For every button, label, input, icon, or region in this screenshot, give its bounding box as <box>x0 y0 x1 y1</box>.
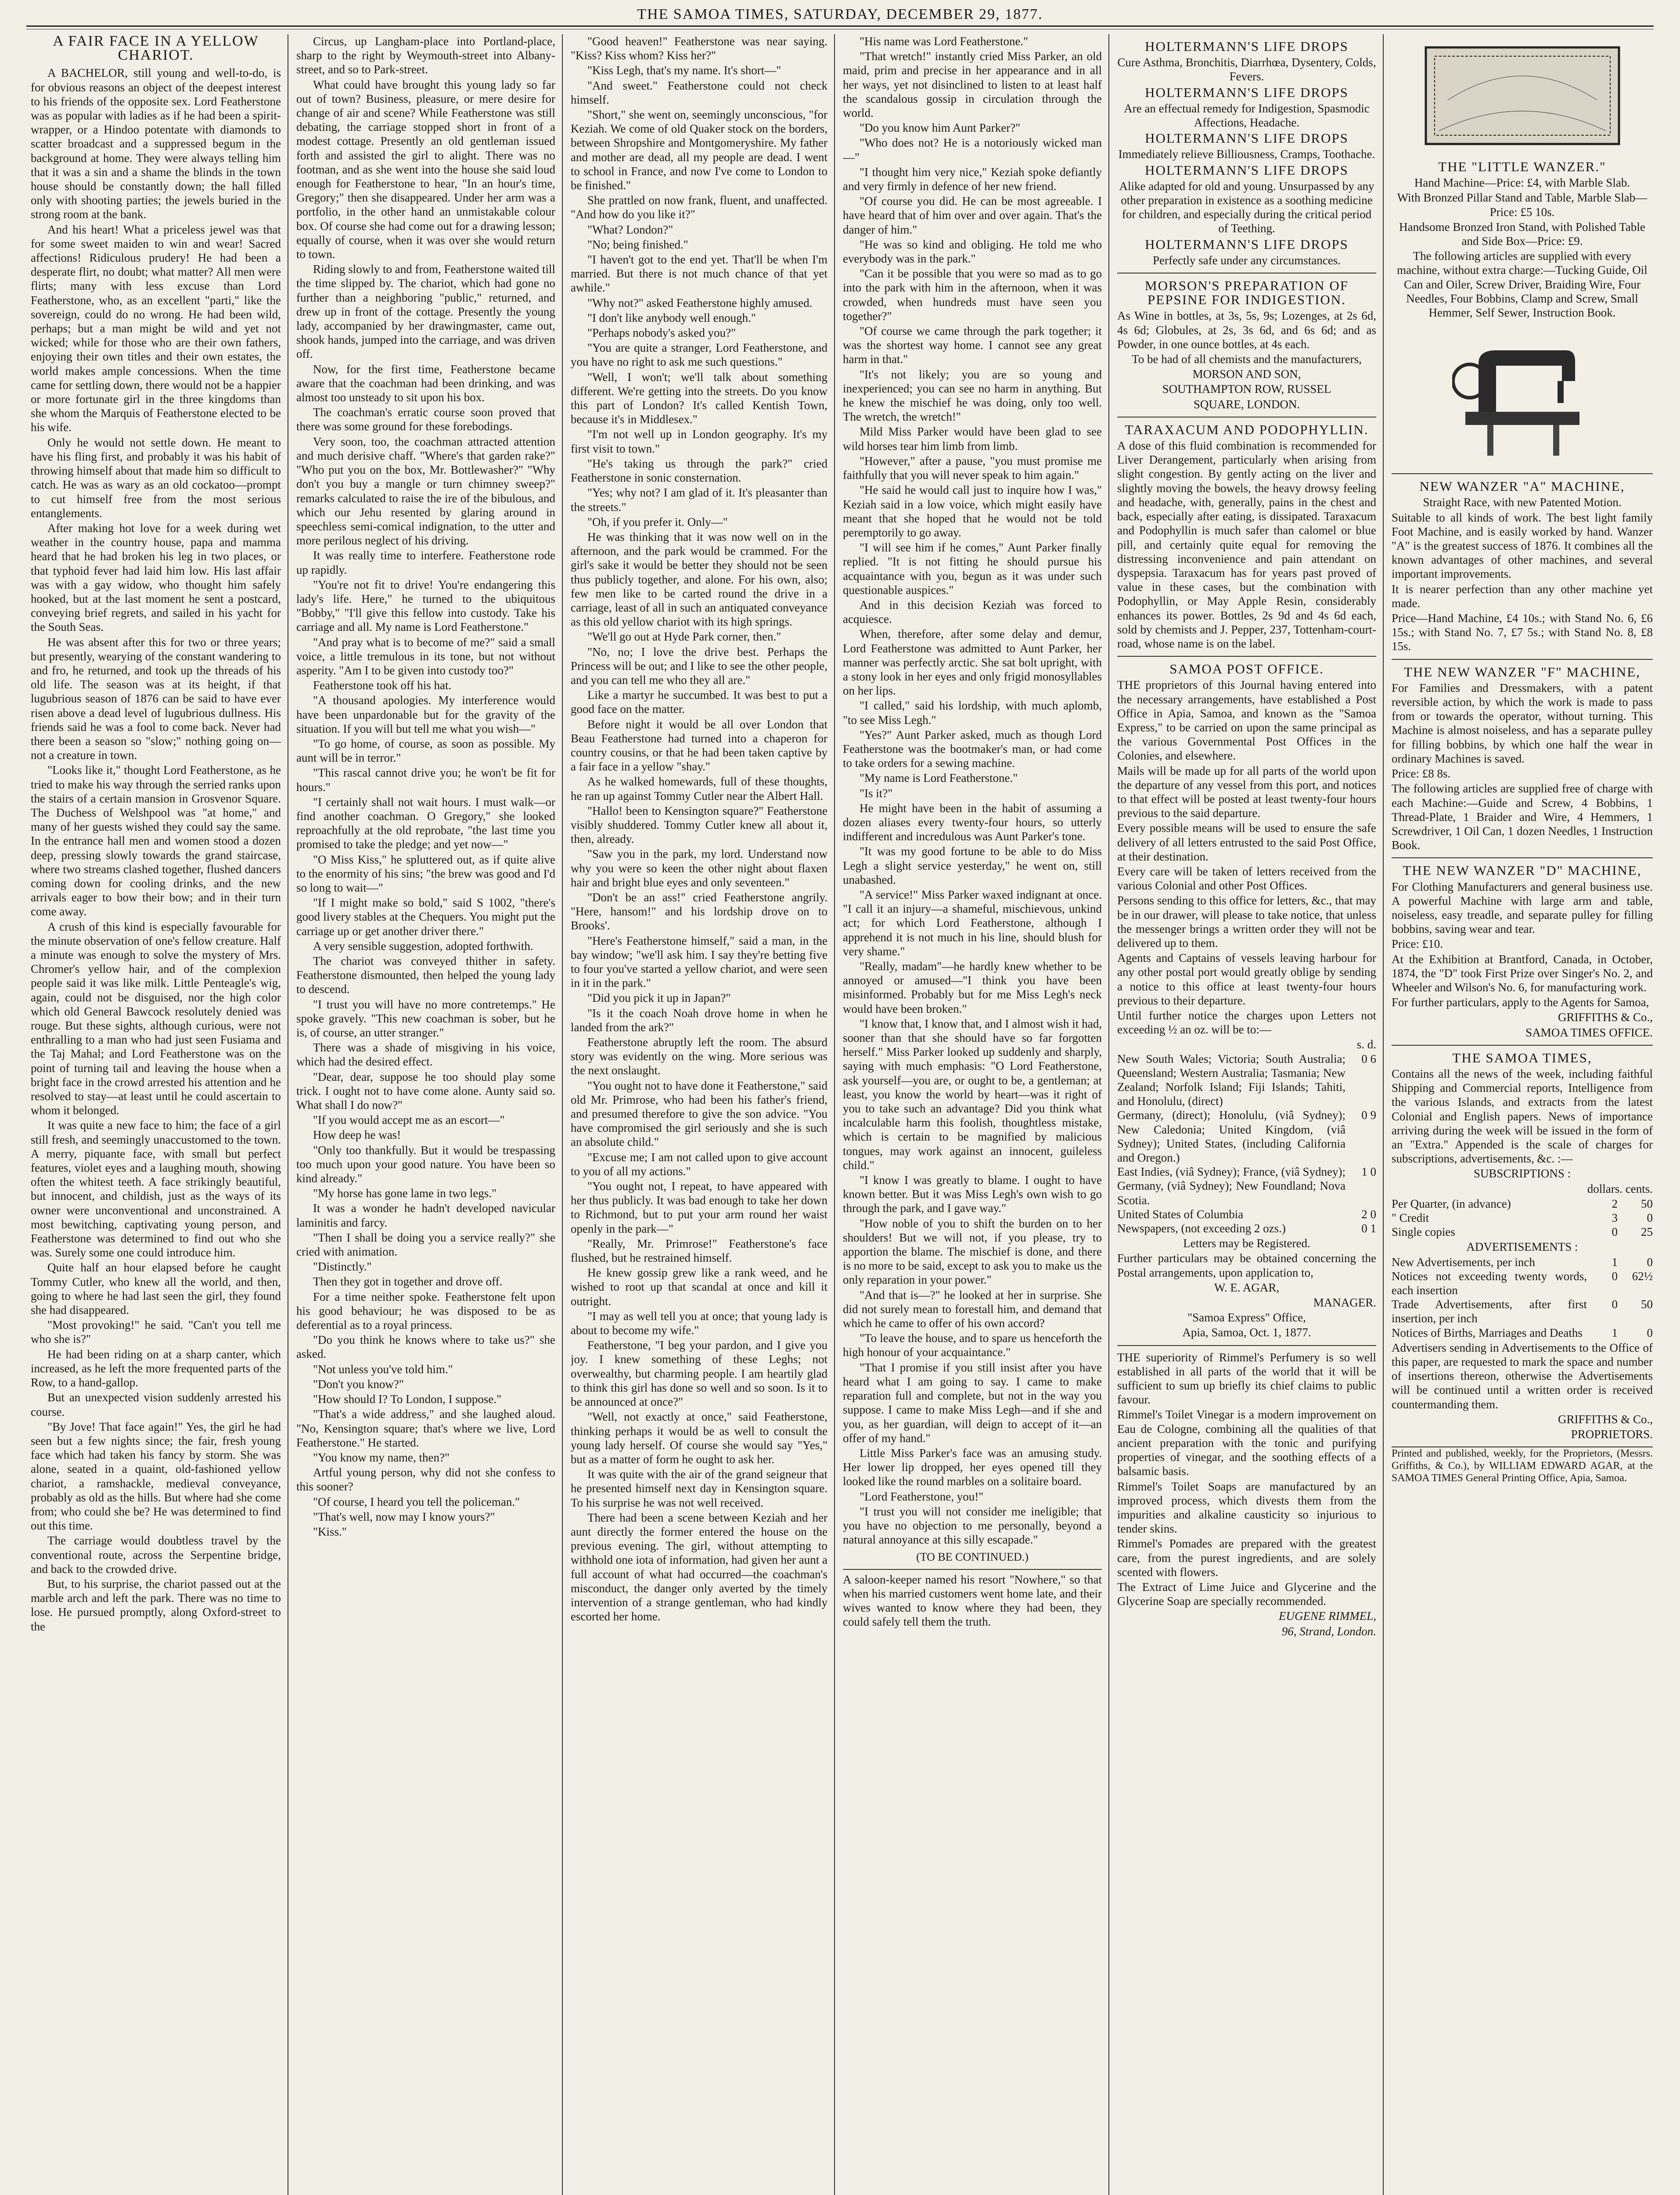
story-title: A FAIR FACE IN A YELLOW CHARIOT. <box>53 34 259 64</box>
story-paragraph: Featherstone abruptly left the room. The absurd story was evidently on the wing. More serious was the next onslaught. <box>571 1036 827 1077</box>
advertisement-rate-label: Notices not exceeding twenty words, each insertion <box>1392 1269 1587 1297</box>
story-paragraph: "Don't you know?" <box>313 1377 404 1391</box>
story-paragraph: "I called," said his lordship, with much aplomb, "to see Miss Legh." <box>843 699 1102 727</box>
postage-destination: East Indies, (viâ Sydney); France, (viâ Sydney); Germany, (viâ Sydney); New Foundland; Nova Scotia. <box>1117 1165 1345 1207</box>
story-paragraph: "Of course we came through the park together; it was the shortest way home. I cannot see any great harm in that." <box>843 324 1102 366</box>
rates-header: s. d. <box>1356 1038 1376 1051</box>
story-paragraph: "Of course you did. He can be most agreeable. I have heard that of him over and over again. That's the danger of him." <box>843 194 1102 236</box>
story-paragraph: "Don't be an ass!" cried Featherstone angrily. "Here, hansom!" and his lordship drove on to Brooks'. <box>571 890 827 932</box>
story-paragraph: And in this decision Keziah was forced to acquiesce. <box>843 598 1102 626</box>
story-paragraph: But an unexpected vision suddenly arrested his course. <box>31 1391 281 1418</box>
story-paragraph: "Saw you in the park, my lord. Understand now why you were so keen the other night about flaxen hair and bright blue eyes and only seventeen." <box>571 847 827 889</box>
story-paragraph: "My horse has gone lame in two legs." <box>313 1187 496 1200</box>
story-paragraph: "This rascal cannot drive you; he won't be fit for hours." <box>296 766 555 794</box>
story-paragraph: "However," after a pause, "you must promise me faithfully that you will never speak to him again." <box>843 454 1102 482</box>
story-paragraph: There was a shade of misgiving in his voice, which had the desired effect. <box>296 1041 555 1069</box>
advertisement-rate-dollars: 1 <box>1612 1255 1618 1269</box>
story-paragraph: "Well, not exactly at once," said Featherstone, thinking perhaps it would be as well to consult the young lady herself. Of course she would say "Yes," but as a matter of form he ought to ask her. <box>571 1410 827 1466</box>
postage-rate-row <box>1117 1108 1376 1165</box>
story-paragraph: It was really time to interfere. Featherstone rode up rapidly. <box>296 549 555 576</box>
post-office-paragraph: Mails will be made up for all parts of the world upon the departure of any vessel from this port, and notices to that effect will be posted at least twenty-four hours previous to the said departure. <box>1117 764 1376 820</box>
story-paragraph: "I don't like anybody well enough." <box>587 311 756 324</box>
holtermann-ad <box>1117 34 1376 273</box>
postage-rate-row <box>1117 1052 1376 1108</box>
story-paragraph: "Hallo! been to Kensington square?" Featherstone visibly shuddered. Tommy Cutler knew all about it, then, already. <box>571 804 827 846</box>
wanzer-d-detail: At the Exhibition at Brantford, Canada, in October, 1874, the "D" took First Prize over Singer's No. 2, and Wheeler and Wilson's No. 6, for manufacturing work. <box>1392 952 1653 994</box>
story-paragraph: "Well, I won't; we'll talk about something different. We're getting into the streets. Do you know this part of London? It's called Kentish Town, because it's in Middlesex." <box>571 370 827 426</box>
story-paragraph: Before night it would be all over London that Beau Featherstone had turned into a chaperon for country cousins, or that he had been taken captive by a fair face in a yellow "shay." <box>571 717 827 774</box>
holtermann-heading: HOLTERMANN'S LIFE DROPS <box>1145 130 1349 146</box>
story-paragraph: "To leave the house, and to spare us henceforth the high honour of your acquaintance." <box>843 1331 1102 1359</box>
wanzer-a-detail: It is nearer perfection than any other machine yet made. <box>1392 582 1653 610</box>
story-paragraph: "You ought not to have done it Featherstone," said old Mr. Primrose, who had been his father's friend, and presumed therefore to give the son advice. "You have compromised the girl seriously and she is such an absolute child." <box>571 1079 827 1149</box>
little-wanzer-detail: Hand Machine—Price: £4, with Marble Slab. <box>1414 176 1630 190</box>
little-wanzer-title: THE "LITTLE WANZER." <box>1438 159 1606 174</box>
story-paragraph: "Is it the coach Noah drove home in when he landed from the ark?" <box>571 1006 827 1034</box>
story-paragraph: Very soon, too, the coachman attracted attention and much derisive chaff. "Where's that garden rake?" "Who put you on the box, Mr. Bottlewasher?" "Why don't you buy a mangle or turn chimney sweep?" remarks calculated to raise the ire of the bibulous, and which our Jehu resented by glaring around in speechless semi-comical indignation, to the utter and more perilous neglect of his driving. <box>296 435 555 547</box>
story-column-1 <box>31 34 281 2195</box>
subscription-rate-cents: 50 <box>1641 1197 1653 1210</box>
advertisement-rate <box>1392 1326 1653 1340</box>
registered-note: Letters may be Registered. <box>1183 1237 1310 1250</box>
samoa-times-title: THE SAMOA TIMES, <box>1452 1050 1592 1065</box>
samoa-times-body: Contains all the news of the week, including faithful Shipping and Commercial reports, Intelligence from the various Islands, and extracts from the latest Colonial and English papers. News of importance arriving during the week will be issued in the form of an "Extra." Appended is the scale of charges for subscriptions, advertisements, &c. :— <box>1392 1067 1653 1166</box>
story-paragraph: "It's not likely; you are so young and inexperienced; you can see no harm in anything. But he knew the mischief he was doing, only too well. The wretch, the wretch!" <box>843 367 1102 424</box>
advertisement-rate-label: Notices of Births, Marriages and Deaths <box>1392 1326 1583 1339</box>
holtermann-claim: Alike adapted for old and young. Unsurpassed by any other preparation in existence as a soothing medicine for children, and especially during the critical period of Teething. <box>1119 179 1374 235</box>
wanzer-d-title: THE NEW WANZER "D" MACHINE, <box>1403 863 1642 878</box>
story-paragraph: The chariot was conveyed thither in safety. Featherstone dismounted, then helped the young lady to descend. <box>296 954 555 996</box>
story-column-2 <box>296 34 555 2195</box>
story-paragraph: He was thinking that it was now well on in the afternoon, and the park would be crammed. For the girl's sake it would be better they should not be seen thus publicly together, and alone. For his own, also; few men like to be carted round the drive in a carriage, least of all in such an antiquated conveyance as this old yellow chariot with its high springs. <box>571 530 827 629</box>
holtermann-footer: Perfectly safe under any circumstances. <box>1152 253 1341 267</box>
little-wanzer-detail: With Bronzed Pillar Stand and Table, Marble Slab—Price: £5 10s. <box>1397 191 1648 219</box>
post-office-paragraph: Until further notice the charges upon Letters not exceeding ½ an oz. will be to:— <box>1117 1009 1376 1036</box>
story-paragraph: When, therefore, after some delay and demur, Lord Featherstone was admitted to Aunt Parker, her manner was perfectly arctic. She sat bolt upright, with a stony look in her eyes and only frigid monosyllables on her lips. <box>843 627 1102 698</box>
story-paragraph: A BACHELOR, still young and well-to-do, is for obvious reasons an object of the deepest interest to his friends of the opposite sex. Lord Featherstone was as popular with ladies as if he had been a spirit-wrapper, or a Hindoo potentate with diamonds to scatter broadcast and a suppressed begum in the background at home. They were always telling him that it was a sin and a shame the blinds in the town house should be constantly down; the hall filled only with shooting parties; the jewels buried in the strong room at the bank. <box>31 66 281 221</box>
advertisement-rate <box>1392 1297 1653 1325</box>
story-paragraph: Mild Miss Parker would have been glad to see wild horses tear him limb from limb. <box>843 425 1102 453</box>
story-paragraph: "If I might make so bold," said S 1002, "there's good livery stables at the Chequers. You might put the carriage up or get another driver there." <box>296 896 555 938</box>
morson-address-1: MORSON AND SON, <box>1192 367 1301 381</box>
post-office-paragraph: Persons sending to this office for letters, &c., that may be in our drawer, will please to take notice, that unless the messenger brings a written order they will not be delivered up to them. <box>1117 894 1376 950</box>
story-paragraph: "And pray what is to become of me?" said a small voice, a little tremulous in its tone, but not without asperity. "Am I to be given into custody too?" <box>296 635 555 677</box>
wanzer-d-detail: For Clothing Manufacturers and general business use. A powerful Machine with large arm and table, noiseless, easy treadle, and separate pulley for filling bobbins, saving wear and tear. <box>1392 880 1653 936</box>
advertisement-rate-label: Trade Advertisements, after first insertion, per inch <box>1392 1298 1587 1325</box>
story-paragraph: A very sensible suggestion, adopted forthwith. <box>313 939 533 953</box>
story-paragraph: Featherstone, "I beg your pardon, and I give you joy. I knew something of these Leghs; not overwealthy, but charming people. I am heartily glad to think this girl has done so well and so soon. Is it to be announced at once?" <box>571 1339 827 1409</box>
story-paragraph: "Excuse me; I am not called upon to give account to you of all my actions." <box>571 1150 827 1178</box>
story-paragraph: "My name is Lord Featherstone." <box>860 771 1018 785</box>
imprint: Printed and published, weekly, for the Proprietors, (Messrs. Griffiths, & Co.), by WILLIAM EDWARD AGAR, at the SAMOA TIMES General Printing Office, Apia, Samoa. <box>1392 1448 1653 1484</box>
to-be-continued: (TO BE CONTINUED.) <box>916 1551 1029 1564</box>
story-paragraph: "Good heaven!" Featherstone was near saying. "Kiss? Kiss whom? Kiss her?" <box>571 35 827 62</box>
holtermann-heading: HOLTERMANN'S LIFE DROPS <box>1145 84 1349 100</box>
story-paragraph: "Not unless you've told him." <box>313 1362 453 1376</box>
story-paragraph: "That's well, now may I know yours?" <box>313 1510 495 1523</box>
advertisements-heading: ADVERTISEMENTS : <box>1466 1240 1578 1254</box>
postage-rate-row <box>1117 1207 1376 1221</box>
story-paragraph: "A service!" Miss Parker waxed indignant at once. "I call it an injury—a shameful, mischievous, unkind act; for which Lord Featherstone, although I apprehend it is not much in his line, should blush for very shame." <box>843 888 1102 958</box>
subscription-rate-label: Single copies <box>1392 1225 1455 1239</box>
morson-ad <box>1117 273 1376 417</box>
taraxacum-body: A dose of this fluid combination is recommended for Liver Derangement, particularly when arising from slight congestion. By gently acting on the liver and slightly moving the bowels, the heavy drowsy feeling and headache, with, generally, pains in the chest and back, especially after eating, is dissipated. Taraxacum and Podophyllin is much safer than calomel or blue pill, and certainly quite equal for removing the distressing inconvenience and pain attendant on dyspepsia. Taraxacum has for years past proved of value in these cases, but the combination with Podophyllin, or May Apple Resin, considerably enhances its power. Bottles, 2s 9d and 4s 6d each, sold by chemists and J. Pepper, 237, Tottenham-court-road, whose name is on the label. <box>1117 439 1376 650</box>
story-paragraph: For a time neither spoke. Featherstone felt upon his good behaviour; he was disposed to be as deferential as to a royal princess. <box>296 1290 555 1332</box>
saloon-anecdote: A saloon-keeper named his resort "Nowhere," so that when his married customers went home late, and their wives wanted to know where they had been, they could safely tell them the truth. <box>843 1572 1102 1629</box>
wanzer-d-ad <box>1392 858 1653 1045</box>
story-paragraph: He might have been in the habit of assuming a dozen aliases every twenty-four hours, so utterly indifferent and incredulous was Aunt Parker's tone. <box>843 801 1102 843</box>
wanzer-f-detail: The following articles are supplied free of charge with each Machine:—Guide and Screw, 4 Bobbins, 1 Thread-Plate, 1 Braider and Wire, 4 Hemmers, 1 Screwdriver, 1 Oil Can, 1 dozen Needles, 1 Instruction Book. <box>1392 782 1653 852</box>
postage-amount: 0 6 <box>1361 1052 1376 1065</box>
post-office-paragraph: Every care will be taken of letters received from the various Colonial and other Post Offices. <box>1117 864 1376 892</box>
story-paragraph: "And that is—?" he looked at her in surprise. She did not surely mean to forestall him, and demand that which he came to offer of his own accord? <box>843 1288 1102 1330</box>
story-paragraph: "A thousand apologies. My interference would have been unpardonable but for the gravity of the situation. If you will but tell me what you wish—" <box>296 694 555 735</box>
column-rule <box>1383 34 1384 2195</box>
story-paragraph: "Only too thankfully. But it would be trespassing too much upon your good nature. You have been so kind already." <box>296 1143 555 1185</box>
sewing-logo-illustration <box>1421 43 1623 148</box>
story-paragraph: There had been a scene between Keziah and her aunt directly the former entered the house on the previous evening. The girl, without attempting to withhold one iota of information, had given her aunt a full account of what had occurred—the coachman's misconduct, the danger only averted by the timely intervention of a strange gentleman, who had kindly escorted her home. <box>571 1511 827 1623</box>
subscription-rate-dollars: 0 <box>1612 1225 1618 1239</box>
advertisement-rate-label: New Advertisements, per inch <box>1392 1255 1535 1269</box>
holtermann-heading: HOLTERMANN'S LIFE DROPS <box>1145 236 1349 252</box>
holtermann-claim: Are an effectual remedy for Indigestion, Spasmodic Affections, Headache. <box>1124 101 1370 130</box>
agents-note: For further particulars, apply to the Agents for Samoa, <box>1392 996 1649 1009</box>
advertisers-note: Advertisers sending in Advertisements to the Office of this paper, are requested to mark the space and number of insertions thereon, otherwise the Advertisements will be continued until a written order is received countermanding them. <box>1392 1341 1653 1411</box>
advertisement-rate-cents: 0 <box>1647 1255 1653 1269</box>
story-paragraph: "It was my good fortune to be able to do Miss Legh a slight service yesterday," he went on, still unabashed. <box>843 845 1102 886</box>
story-paragraph: "That wretch!" instantly cried Miss Parker, an old maid, prim and precise in her appearance and in all her ways, yet not disinclined to listen to at least half the scandalous gossip in circulation through the world. <box>843 50 1102 120</box>
wanzer-f-title: THE NEW WANZER "F" MACHINE, <box>1404 664 1640 680</box>
story-paragraph: "He's taking us through the park?" cried Featherstone in sonic consternation. <box>571 457 827 485</box>
subscription-rate-dollars: 3 <box>1612 1211 1618 1224</box>
subscriptions-heading: SUBSCRIPTIONS : <box>1473 1167 1571 1180</box>
story-paragraph: "Did you pick it up in Japan?" <box>587 991 731 1005</box>
subscription-rate-cents: 25 <box>1641 1225 1653 1239</box>
post-office-paragraph: Agents and Captains of vessels leaving harbour for any other postal port would greatly oblige by sending a notice to this office at least twenty-four hours previous to their departure. <box>1117 951 1376 1007</box>
morson-address-3: SQUARE, LONDON. <box>1193 397 1300 411</box>
proprietors-label: PROPRIETORS. <box>1571 1428 1653 1441</box>
postage-amount: 2 0 <box>1361 1207 1376 1221</box>
story-paragraph: "Most provoking!" he said. "Can't you tell me who she is?" <box>31 1318 281 1346</box>
story-paragraph: After making hot love for a week during wet weather in the country house, papa and mamma heard that he had broken his leg in two places, or that typhoid fever had laid him low. His last affair was with a gay widow, who thought him safely hooked, but at the last moment he sent a postcard, conveying brief regrets, and sailed in his yacht for the South Seas. <box>31 521 281 634</box>
story-paragraph: "I thought him very nice," Keziah spoke defiantly and very firmly in defence of her new friend. <box>843 165 1102 193</box>
wanzer-f-detail: For Families and Dressmakers, with a patent reversible action, by which the work is made to pass from or towards the operator, without turning. This Machine is almost noiseless, and has a separate pulley for filling bobbins, by which one half the wear in ordinary Machines is saved. <box>1392 681 1653 765</box>
story-paragraph: "I will see him if he comes," Aunt Parker finally replied. "It is not fitting he should pursue his acquaintance with you, begun as it was under such questionable auspices." <box>843 541 1102 597</box>
story-paragraph: "Short," she went on, seemingly unconscious, "for Keziah. We come of old Quaker stock on the borders, between Shropshire and Montgomeryshire. My father and mother are dead, all my people are dead. I went to school in France, and now I've come to London to be finished." <box>571 108 827 192</box>
column-rule <box>834 34 835 2195</box>
subscription-rate-dollars: 2 <box>1612 1197 1618 1210</box>
story-paragraph: "I know I was greatly to blame. I ought to have known better. But it was Miss Legh's own wish to go through the park, and I gave way." <box>843 1173 1102 1215</box>
story-paragraph: "I haven't got to the end yet. That'll be when I'm married. But there is not much chance of that yet awhile." <box>571 253 827 295</box>
story-paragraph: "He was so kind and obliging. He told me who everybody was in the park." <box>843 237 1102 266</box>
little-wanzer-ad <box>1392 155 1653 474</box>
morson-address-2: SOUTHAMPTON ROW, RUSSEL <box>1162 382 1331 396</box>
story-paragraph: "Of course, I heard you tell the policeman." <box>313 1495 520 1508</box>
story-paragraph: What could have brought this young lady so far out of town? Business, pleasure, or mere desire for change of air and scene? While Featherstone was still debating, the carriage stopped short in front of a modest cottage. Presently an old gentleman issued forth and assisted the girl to alight. There was no footman, and as she went into the house she said loud enough for Featherstone to hear, "In an hour's time, Gregory;" then she disappeared. Under her arm was a portfolio, in the other hand an unmistakable colour box. Of course she had come out for a drawing lesson; equally of course, when it was over she would return to town. <box>296 78 555 261</box>
story-paragraph: "And sweet." Featherstone could not check himself. <box>571 79 827 106</box>
story-paragraph: It was quite with the air of the grand seigneur that he presented himself next day in Kensington square. To his surprise he was not well received. <box>571 1468 827 1509</box>
story-paragraph: "Here's Featherstone himself," said a man, in the bay window; "we'll ask him. I say they're betting five to four you've started a yellow chariot, and were seen in it in the park." <box>571 934 827 990</box>
wanzer-a-subtitle: Straight Race, with new Patented Motion. <box>1423 496 1622 509</box>
story-paragraph: "Really, Mr. Primrose!" Featherstone's face flushed, but he restrained himself. <box>571 1237 827 1265</box>
story-paragraph: He was absent after this for two or three years; but presently, wearying of the constant wandering to and fro, he returned, and took up the threads of his old life. The season was at its height, if that lugubrious season of 1876 can be said to have ever risen above a dead level of lugubrious dullness. His friends said he was a fool to come back. Never had there been a season so "slow;" nothing going on—not a creature in town. <box>31 635 281 762</box>
story-paragraph: "Really, madam"—he hardly knew whether to be annoyed or amused—"I think you have been misinformed. Probably but for me Miss Legh's neck would have been broken." <box>843 960 1102 1015</box>
post-office-notice <box>1117 657 1376 1346</box>
ads-column-6 <box>1392 34 1653 2195</box>
story-paragraph: "No, no; I love the drive best. Perhaps the Princess will be out; and I like to see the other people, and you can tell me who they all are." <box>571 645 827 687</box>
story-paragraph: "That I promise if you still insist after you have heard what I am going to say. I came to make reparation full and complete, but not in the way you suppose. I came to make Miss Legh—and if she and you, as her guardian, will deign to accept of it—an offer of my hand." <box>843 1360 1102 1445</box>
subscription-rate <box>1392 1211 1653 1225</box>
further-particulars: Further particulars may be obtained concerning the Postal arrangements, upon application to, <box>1117 1252 1376 1279</box>
wanzer-a-ad <box>1392 474 1653 659</box>
story-paragraph: Only he would not settle down. He meant to have his fling first, and probably it was his habit of throwing himself about that made him so difficult to catch. He was as wary as an old cockatoo—prompt to cut himself free from the most serious entanglements. <box>31 435 281 520</box>
agents-name: GRIFFITHS & Co., <box>1558 1011 1653 1024</box>
column-rule <box>1108 34 1109 2195</box>
story-paragraph: "I trust you will have no more contretemps." He spoke gravely. "This new coachman is sober, but he is, of course, an utter stranger." <box>296 997 555 1040</box>
rimmel-paragraph: THE superiority of Rimmel's Perfumery is so well established in all parts of the world that it will be sufficient to sum up briefly its chief claims to public favour. <box>1117 1350 1376 1407</box>
story-paragraph: "I'm not well up in London geography. It's my first visit to town." <box>571 428 827 455</box>
wanzer-a-detail: Price—Hand Machine, £4 10s.; with Stand No. 6, £6 15s.; with Stand No. 7, £7 5s.; with Stand No. 8, £8 15s. <box>1392 612 1653 653</box>
advertisement-rate <box>1392 1269 1653 1297</box>
postage-destination: Germany, (direct); Honolulu, (viâ Sydney); New Caledonia; United Kingdom, (viâ Sydney); United States, (including California and Oregon.) <box>1117 1108 1345 1165</box>
rimmel-paragraph: Rimmel's Toilet Soaps are manufactured by an improved process, which divests them from the impurities and alkaline causticity so injurious to tender skins. <box>1117 1479 1376 1536</box>
story-column-4 <box>843 34 1102 2195</box>
manager-title: MANAGER. <box>1313 1296 1376 1310</box>
advertisement-rate-dollars: 1 <box>1612 1326 1618 1339</box>
story-paragraph: "You know my name, then?" <box>313 1450 450 1464</box>
subscriptions-units: dollars. cents. <box>1587 1182 1653 1195</box>
story-paragraph: He had been riding on at a sharp canter, which increased, as he left the more frequented parts of the Row, to a hand-gallop. <box>31 1347 281 1389</box>
story-paragraph: "Yes?" Aunt Parker asked, much as though Lord Featherstone was the bootmaker's man, or had come to take orders for a sewing machine. <box>843 728 1102 770</box>
wanzer-f-ad <box>1392 660 1653 859</box>
manager-name: W. E. AGAR, <box>1214 1281 1280 1294</box>
sewing-machine-icon <box>1452 324 1593 464</box>
story-paragraph: "I know that, I know that, and I almost wish it had, sooner than that she should have so far forgotten herself." Miss Parker looked up suddenly and sharply, saying with much emphasis: "O Lord Featherstone, ask yourself—you are, or ought to be, a gentleman; at least, you know the world by heart—was it right of you to take such an advantage? Did you think what incalculable harm this foolish, thoughtless mistake, which is certain to be magnified by malicious tongues, may work against an innocent, guileless child." <box>843 1017 1102 1172</box>
wanzer-d-detail: Price: £10. <box>1392 937 1443 951</box>
story-paragraph: "To go home, of course, as soon as possible. My aunt will be in terror." <box>296 737 555 765</box>
story-paragraph: "Distinctly." <box>313 1260 372 1274</box>
advertisement-rate-dollars: 0 <box>1612 1269 1618 1283</box>
holtermann-claim: Cure Asthma, Bronchitis, Diarrhœa, Dysentery, Colds, Fevers. <box>1117 56 1376 83</box>
post-office-paragraph: THE proprietors of this Journal having entered into the necessary arrangements, have established a Post Office in Apia, Samoa, and known as the "Samoa Express," to be carried on upon the same principal as the various Governmental Post Offices in the Colonies, and elsewhere. <box>1117 678 1376 763</box>
story-paragraph: "How noble of you to shift the burden on to her shoulders! But we will not, if you please, try to apportion the blame. The mischief is done, and there is no more to be said, except to ask you to make us the only reparation in your power." <box>843 1216 1102 1287</box>
ads-column-5 <box>1117 34 1376 2195</box>
story-paragraph: It was a wonder he hadn't developed navicular laminitis and farcy. <box>296 1202 555 1229</box>
story-paragraph: "Oh, if you prefer it. Only—" <box>587 515 728 529</box>
morson-note: To be had of all chemists and the manufacturers, <box>1132 353 1362 366</box>
story-paragraph: "What? London?" <box>587 223 673 236</box>
wanzer-a-title: NEW WANZER "A" MACHINE, <box>1419 479 1625 494</box>
story-paragraph: "By Jove! That face again!" Yes, the girl he had seen but a few nights since; the fair, fresh young face which had taken his fancy by storm. She was alone, seated in a quaint, old-fashioned yellow chariot, a ramshackle, medieval conveyance, probably as old as the hills. But where had she come from; who could she be? He was determined to find out this time. <box>31 1420 281 1533</box>
advertisement-rate-cents: 62½ <box>1632 1269 1653 1283</box>
subscription-rate-cents: 0 <box>1647 1211 1653 1224</box>
story-paragraph: Quite half an hour elapsed before he caught Tommy Cutler, who knew all the world, and then, going to where he had last seen the girl, they found she had disappeared. <box>31 1261 281 1317</box>
postage-amount: 1 0 <box>1361 1165 1376 1179</box>
story-paragraph: "You ought not, I repeat, to have appeared with her thus publicly. It was bad enough to take her down to Richmond, but to put your arm round her waist openly in the park—" <box>571 1180 827 1235</box>
story-paragraph: "His name was Lord Featherstone." <box>860 35 1029 48</box>
story-paragraph: "That's a wide address," and she laughed aloud. "No, Kensington square; that's where we live, Lord Featherstone." He started. <box>296 1407 555 1449</box>
rimmel-paragraph: Rimmel's Pomades are prepared with the greatest care, from the purest ingredients, and are solely scented with flowers. <box>1117 1537 1376 1579</box>
holtermann-heading: HOLTERMANN'S LIFE DROPS <box>1145 39 1349 54</box>
story-paragraph: "Lord Featherstone, you!" <box>860 1490 984 1503</box>
story-paragraph: "You're not fit to drive! You're endangering this lady's life. Here," he turned to the ubiquitous "Bobby," "I'll give this fellow into custody. Take his carriage and all. My name is Lord Featherstone." <box>296 578 555 634</box>
holtermann-claim: Immediately relieve Billiousness, Cramps, Toothache. <box>1118 148 1375 161</box>
express-office: "Samoa Express" Office, <box>1187 1311 1306 1324</box>
advertisement-rate-dollars: 0 <box>1612 1298 1618 1311</box>
wanzer-a-detail: Suitable to all kinds of work. The best light family Foot Machine, and is easily worked by hand. Wanzer "A" is the greatest success of 1876. It combines all the known advantages of other machines, and several important improvements. <box>1392 511 1653 581</box>
agents-office: SAMOA TIMES OFFICE. <box>1525 1026 1653 1039</box>
proprietors-name: GRIFFITHS & Co., <box>1558 1412 1653 1426</box>
little-wanzer-detail: Handsome Bronzed Iron Stand, with Polished Table and Side Box—Price: £9. <box>1399 220 1645 248</box>
postage-rate-row <box>1117 1221 1376 1235</box>
story-paragraph: And his heart! What a priceless jewel was that for some sweet maiden to win and wear! Sacred affections! Ridiculous prudery! He had been a desperate flirt, no doubt; what matter? All men were flirts; many with less excuse than Lord Featherstone, who, as an excellent "parti," like the sovereign, could do no wrong. He had been wild, perhaps; but a man might be wild and yet not wicked; while for those who are their own fathers, enjoying their own titles and their own estates, the world makes ample concessions. When the time came for settling down, there would not be a happier or more fortunate girl in the three kingdoms than she whom the Marquis of Featherstone elected to be his wife. <box>31 223 281 434</box>
postage-amount: 0 1 <box>1361 1222 1376 1235</box>
story-paragraph: "I certainly shall not wait hours. I must walk—or find another coachman. O Gregory," she looked reproachfully at the old reprobate, "the last time you promised to take the pledge; and yet now—" <box>296 795 555 851</box>
morson-body: As Wine in bottles, at 3s, 5s, 9s; Lozenges, at 2s 6d, 4s 6d; Globules, at 2s, 3s 6d, and 6s 6d; and as Powder, in one ounce bottles, at 4s each. <box>1117 309 1376 351</box>
story-paragraph: "Do you know him Aunt Parker?" <box>860 121 1021 135</box>
post-office-paragraph: Every possible means will be used to ensure the safe delivery of all letters entrusted to the said Post Office, at their destination. <box>1117 821 1376 863</box>
postage-destination: United States of Columbia <box>1117 1207 1244 1221</box>
story-paragraph: "Do you think he knows where to take us?" she asked. <box>296 1333 555 1361</box>
story-paragraph: Circus, up Langham-place into Portland-place, sharp to the right by Weymouth-street into Albany-street, and so to Park-street. <box>296 35 555 76</box>
story-paragraph: "He said he would call just to inquire how I was," Keziah said in a low voice, which might easily have meant that she hoped that he would not be told peremptorily to go away. <box>843 483 1102 539</box>
story-paragraph: "Perhaps nobody's asked you?" <box>587 326 736 340</box>
postage-rate-row <box>1117 1165 1376 1207</box>
story-paragraph: "O Miss Kiss," he spluttered out, as if quite alive to the enormity of his sins; "the brew was good and I'd so long to wait—" <box>296 853 555 894</box>
taraxacum-ad <box>1117 417 1376 657</box>
story-paragraph: "Yes; why not? I am glad of it. It's pleasanter than the streets." <box>571 486 827 514</box>
post-office-date: Apia, Samoa, Oct. 1, 1877. <box>1182 1326 1311 1339</box>
story-paragraph: "No; being finished." <box>587 237 688 251</box>
story-paragraph: But, to his surprise, the chariot passed out at the marble arch and left the park. There was no time to lose. He pursued promptly, along Oxford-street to the <box>31 1577 281 1633</box>
story-paragraph: "I trust you will not consider me ineligible; that you have no objection to me personally, beyond a natural annoyance at this silly escapade." <box>843 1504 1102 1547</box>
postage-destination: New South Wales; Victoria; South Australia; Queensland; Western Australia; Tasmania; New Zealand; Norfolk Island; Fiji Islands; Tahiti, and Honolulu, (direct) <box>1117 1052 1345 1108</box>
advertisement-rate-cents: 0 <box>1647 1326 1653 1339</box>
story-paragraph: "Kiss Legh, that's my name. It's short—" <box>587 64 781 77</box>
story-paragraph: The coachman's erratic course soon proved that there was some ground for these forebodings. <box>296 406 555 433</box>
holtermann-heading: HOLTERMANN'S LIFE DROPS <box>1145 162 1349 178</box>
post-office-title: SAMOA POST OFFICE. <box>1169 661 1324 677</box>
rimmel-paragraph: The Extract of Lime Juice and Glycerine and the Glycerine Soap are specially recommended. <box>1117 1580 1376 1608</box>
rimmel-ad <box>1117 1346 1376 1644</box>
story-body <box>843 34 1102 1547</box>
story-paragraph: Like a martyr he succumbed. It was best to put a good face on the matter. <box>571 688 827 716</box>
subscription-rate <box>1392 1225 1653 1239</box>
subscription-rate <box>1392 1197 1653 1211</box>
story-paragraph: It was quite a new face to him; the face of a girl still fresh, and seemingly unaccustomed to the town. A merry, piquante face, with small but perfect features, violet eyes and a laughing mouth, showing often the whitest teeth. A face strikingly beautiful, but innocent, and childish, just as the ways of its owner were unconventional and unconstrained. A most bewitching, captivating young person, and Featherstone was determined to find out who she was. Surely some one could introduce him. <box>31 1119 281 1259</box>
story-paragraph: "Who does not? He is a notoriously wicked man—" <box>843 136 1102 164</box>
samoa-times-notice <box>1392 1046 1653 1447</box>
story-paragraph: Featherstone took off his hat. <box>313 679 452 692</box>
taraxacum-title: TARAXACUM AND PODOPHYLLIN. <box>1125 421 1369 437</box>
story-paragraph: He knew gossip grew like a rank weed, and he wished to root up that scandal at once and kill it outright. <box>571 1266 827 1308</box>
story-paragraph: The carriage would doubtless travel by the conventional route, across the Serpentine bridge, and back to the crowded drive. <box>31 1534 281 1576</box>
story-paragraph: As he walked homewards, full of these thoughts, he ran up against Tommy Cutler near the Albert Hall. <box>571 775 827 802</box>
sewing-machine-illustration <box>1452 324 1593 464</box>
story-paragraph: Little Miss Parker's face was an amusing study. Her lower lip dropped, her eyes opened till they looked like the round marbles on a solitaire board. <box>843 1446 1102 1488</box>
story-paragraph: Artful young person, why did not she confess to this sooner? <box>296 1466 555 1493</box>
rimmel-address: 96, Strand, London. <box>1281 1624 1376 1638</box>
advertisement-rate-cents: 50 <box>1641 1298 1653 1311</box>
story-paragraph: How deep he was! <box>313 1128 401 1142</box>
story-paragraph: "Then I shall be doing you a service really?" she cried with animation. <box>296 1231 555 1259</box>
story-paragraph: "We'll go out at Hyde Park corner, then." <box>587 630 781 644</box>
postage-amount: 0 9 <box>1361 1108 1376 1122</box>
sewing-machines-logo <box>1421 43 1623 148</box>
rimmel-signature: EUGENE RIMMEL, <box>1279 1609 1376 1623</box>
story-paragraph: "Kiss." <box>313 1525 347 1538</box>
morson-title: MORSON'S PREPARATION OF PEPSINE FOR INDIGESTION. <box>1145 278 1349 308</box>
postage-destination: Newspapers, (not exceeding 2 ozs.) <box>1117 1222 1286 1235</box>
rimmel-paragraph: Rimmel's Toilet Vinegar is a modern improvement on Eau de Cologne, combining all the qualities of that ancient preparation with the tonic and purifying properties of vinegar, and the soothing effects of a balsamic basis. <box>1117 1408 1376 1478</box>
story-paragraph: She prattled on now frank, fluent, and unaffected. "And how do you like it?" <box>571 194 827 221</box>
story-paragraph: "Why not?" asked Featherstone highly amused. <box>587 296 813 309</box>
story-paragraph: "You are quite a stranger, Lord Featherstone, and you have no right to ask me such questions." <box>571 341 827 369</box>
subscription-rate-label: " Credit <box>1392 1211 1429 1224</box>
subscription-rate-label: Per Quarter, (in advance) <box>1392 1197 1511 1210</box>
column-rule <box>562 34 563 2195</box>
story-paragraph: "How should I? To London, I suppose." <box>313 1393 502 1406</box>
little-wanzer-detail: The following articles are supplied with every machine, without extra charge:—Tucking Guide, Oil Can and Oiler, Screw Driver, Braiding Wire, Four Needles, Four Bobbins, Clamp and Screw, Small Hemmer, Self Sewer, Instruction Book. <box>1397 249 1648 320</box>
story-paragraph: "If you would accept me as an escort—" <box>313 1113 505 1127</box>
story-paragraph: "Looks like it," thought Lord Featherstone, as he tried to make his way through the serried ranks upon the stairs of a certain mansion in Grosvenor Square. The Duchess of Welshpool was "at home," and many of her guests wished they could say the same. In the entrance hall men and women stood a dozen deep, pressing slowly towards the grand staircase, where two streams clashed together, flushed dancers coming down for cooling drinks, and the new arrivals eager to bow their bow; and in their turn come away. <box>31 763 281 918</box>
story-paragraph: "Can it be possible that you were so mad as to go into the park with him in the afternoon, when it was crowded, when hundreds must have seen you together?" <box>843 267 1102 323</box>
story-paragraph: A crush of this kind is especially favourable for the minute observation of one's fellow creature. Half a minute was enough to solve the mystery of Mrs. Chromer's yellow hair, and of the complexion people said it was like milk. Little Penteagle's wig, again, could not be disguised, nor the high color which old General Bawcock resolutely denied was rouge. But these sights, although curious, were not enthralling to a man who had just seen Fusiama and the Taj Mahal; and Lord Featherstone was on the point of turning tail and leaving the house when a bright face in the crowd arrested his attention and he resolved to stay—at least until he could ascertain to whom it belonged. <box>31 920 281 1117</box>
story-paragraph: Then they got in together and drove off. <box>313 1275 503 1288</box>
advertisement-rate <box>1392 1255 1653 1269</box>
story-paragraph: "I may as well tell you at once; that young lady is about to become my wife." <box>571 1309 827 1337</box>
story-paragraph: Now, for the first time, Featherstone became aware that the coachman had been drinking, and was almost too unsteady to sit upon his box. <box>296 362 555 404</box>
masthead: THE SAMOA TIMES, SATURDAY, DECEMBER 29, 1877. <box>26 6 1654 27</box>
wanzer-f-detail: Price: £8 8s. <box>1392 767 1451 781</box>
story-paragraph: Riding slowly to and from, Featherstone waited till the time slipped by. The chariot, which had gone no further than a neighboring "public," returned, and drew up in front of the cottage. Presently the young lady, accompanied by her drawingmaster, came out, shook hands, jumped into the carriage, and was driven off. <box>296 263 555 361</box>
story-paragraph: "Is it?" <box>860 786 893 800</box>
story-column-3 <box>571 34 827 2195</box>
story-paragraph: "Dear, dear, suppose he too should play some trick. I ought not to have come alone. Aunty said so. What shall I do now?" <box>296 1070 555 1112</box>
